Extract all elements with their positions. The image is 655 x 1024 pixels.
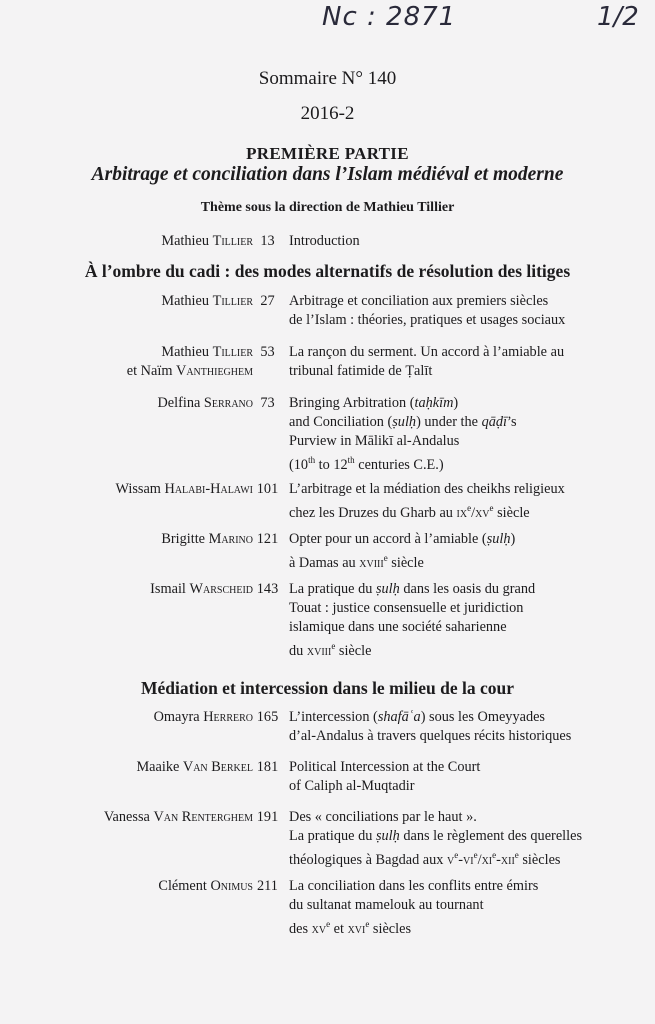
rich-line: Bringing Arbitration (taḥkīm) (289, 395, 459, 411)
entry-title: Arbitrage et conciliation aux premiers siècles de l’Islam : théories, pratiques et usages sociaux (289, 293, 566, 328)
entry-page: 13 (260, 233, 275, 249)
entry-title: Introduction (289, 233, 360, 249)
entry-page: 143 (256, 581, 279, 597)
entry-page: 101 (256, 481, 279, 497)
entry-author: Mathieu Tillier (161, 293, 253, 309)
entry-author: Mathieu Tillier (161, 233, 253, 249)
entry-page: 165 (256, 709, 279, 725)
handwritten-page-number: 1/2 (597, 2, 639, 32)
rich-line: La pratique du ṣulḥ dans le règlement des querelles (289, 828, 583, 844)
entry-page: 181 (256, 759, 279, 775)
rich-line: du xviii$^e$ siècle (289, 641, 372, 659)
rich-line: chez les Druzes du Gharb au $ix^e/xv^e$ siècle (289, 503, 530, 521)
entry-author: Maaike Van Berkel (136, 759, 253, 775)
theme-title: Arbitrage et conciliation dans l’Islam médiéval et moderne (91, 164, 564, 185)
entry-title: L’arbitrage et la médiation des cheikhs religieux chez les Druzes du Gharb au $ix^e/xv^e$ siècle (289, 480, 649, 523)
entry-author: Vanessa Van Renterghem (103, 809, 253, 825)
entry-title: Bringing Arbitration (taḥkīm) and Conciliation (ṣulḥ) under the qāḍī’s Purview in Mālikī al-Andalus (10th to 12th centuries C.E.) (289, 394, 649, 475)
rich-line: des $xv^e$ et xvi$^e$ siècles (289, 919, 412, 937)
entry-title (289, 530, 649, 573)
entry-title: Political Intercession at the Court of Caliph al-Muqtadir (289, 759, 481, 794)
theme-direction: Thème sous la direction de Mathieu Tillier (200, 200, 455, 215)
entry-page: 73 (260, 395, 275, 411)
entry-page: 53 (260, 344, 275, 360)
entry-author: Mathieu Tillier et Naïm Vanthieghem (126, 344, 253, 379)
part-heading: PREMIÈRE PARTIE (246, 144, 409, 163)
entry-page: 191 (256, 809, 279, 825)
rich-line: Opter pour un accord à l’amiable (ṣulḥ) (289, 531, 516, 547)
section-heading-court-mediation: Médiation et intercession dans le milieu de la cour (141, 678, 514, 698)
talit-line: tribunal fatimide de Ṭalīt (289, 363, 433, 379)
sommaire-title: Sommaire N° 140 (258, 68, 397, 89)
entry-title: Des « conciliations par le haut ». La pratique du ṣulḥ dans le règlement des querelles théologiques à Bagdad aux $v^e-vi^e/xi^e-xii^e$ siècles (289, 808, 649, 870)
entry-page: 121 (256, 531, 279, 547)
entry-author: Wissam Halabi-Halawi (115, 481, 253, 497)
rich-line: à Damas au xviii$^e$ siècle (289, 553, 424, 571)
entry-author: Omayra Herrero (153, 709, 253, 725)
rich-line: and Conciliation (ṣulḥ) under the qāḍī’s (289, 414, 517, 430)
rich-line: L’intercession (shafāʿa) sous les Omeyyades (289, 709, 545, 725)
entry-title: La conciliation dans les conflits entre émirs du sultanat mamelouk au tournant des $xv^e$ et xvi$^e$ siècles (289, 877, 649, 939)
entry-title: La rançon du serment. Un accord à l’amiable au tribunal fatimide de Ṭalīt (289, 343, 649, 381)
section-heading-alternative-modes: À l’ombre du cadi : des modes alternatifs de résolution des litiges (84, 261, 571, 281)
entry-author: Brigitte Marino (161, 531, 253, 547)
entry-author: Ismail Warscheid (150, 581, 253, 597)
entry-author: Clément Onimus (158, 878, 253, 894)
rich-line: théologiques à Bagdad aux $v^e-vi^e/xi^e-xii^e$ siècles (289, 850, 561, 868)
rich-line: La pratique du ṣulḥ dans les oasis du grand (289, 581, 536, 597)
rich-line: (10th to 12th centuries C.E.) (289, 455, 444, 473)
entry-page: 27 (260, 293, 275, 309)
issue-number: 2016-2 (300, 103, 355, 124)
entry-title: L’intercession (shafāʿa) sous les Omeyyades d’al-Andalus à travers quelques récits historiques (289, 708, 649, 746)
entry-page: 211 (257, 878, 278, 894)
entry-title: La pratique du ṣulḥ dans les oasis du grand Touat : justice consensuelle et juridiction islamique dans une société saharienne du xviii$^e$ siècle (289, 580, 649, 661)
handwritten-reference: Nc : 2871 (322, 2, 457, 32)
entry-author: Delfina Serrano (157, 395, 253, 411)
